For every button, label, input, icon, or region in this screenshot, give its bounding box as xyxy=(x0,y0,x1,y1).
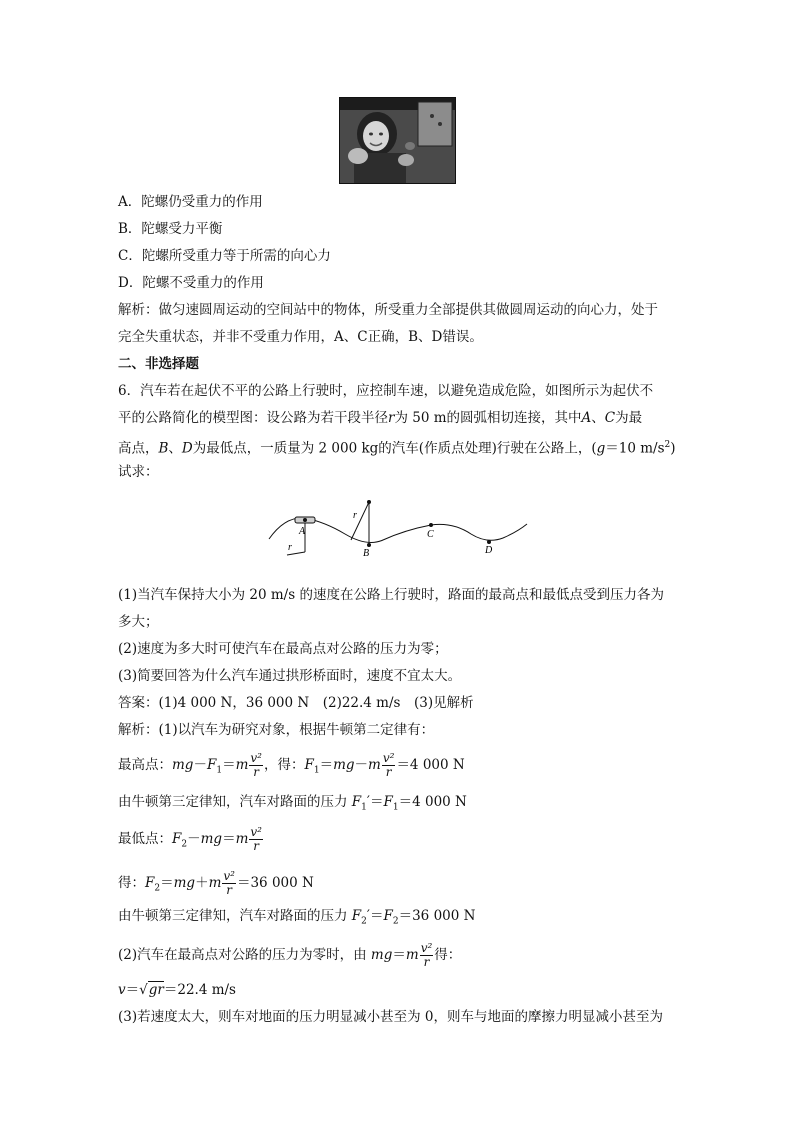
road-diagram xyxy=(265,492,530,562)
var: m xyxy=(405,947,419,963)
point-C xyxy=(429,523,433,527)
text: 、 xyxy=(168,440,182,457)
answer-line: 答案：(1)4 000 N，36 000 N (2)22.4 m/s (3)见解析 xyxy=(118,695,474,711)
photo-astronaut-spinning-top xyxy=(339,97,456,184)
label-B: B xyxy=(363,548,370,559)
superscript: 2 xyxy=(664,440,671,450)
subscript: 2 xyxy=(154,883,161,894)
var: F xyxy=(383,794,393,810)
denominator: r xyxy=(385,765,392,779)
option-d: D．陀螺不受重力的作用 xyxy=(118,275,264,291)
solution-top-point xyxy=(118,752,465,781)
fraction xyxy=(382,752,396,779)
text: － xyxy=(354,757,369,773)
fraction xyxy=(249,826,263,853)
subscript: 2 xyxy=(181,839,188,850)
option-c: C．陀螺所受重力等于所需的向心力 xyxy=(118,248,331,264)
text: ′＝ xyxy=(366,908,384,924)
text: － xyxy=(187,831,201,847)
text: ＝36 000 N xyxy=(398,908,476,924)
subscript: 1 xyxy=(313,765,320,776)
denominator: r xyxy=(253,765,260,779)
text: ，得： xyxy=(263,757,305,773)
text: 由牛顿第三定律知，汽车对路面的压力 xyxy=(118,908,352,924)
analysis-line-1: 解析：做匀速圆周运动的空间站中的物体，所受重力全部提供其做圆周运动的向心力，处于 xyxy=(118,302,658,318)
denominator: r xyxy=(226,883,233,897)
label-C: C xyxy=(427,529,434,540)
text: 为最低点，一质量为 2 000 kg的汽车(作质点处理)行驶在公路上，( xyxy=(192,440,597,457)
solution-part-2 xyxy=(118,942,461,969)
solution-third-law-2 xyxy=(118,906,475,932)
text: 最低点： xyxy=(118,831,172,847)
subscript: 1 xyxy=(361,802,367,813)
text: ＝ xyxy=(222,757,236,773)
text: － xyxy=(193,757,207,773)
var-D: D xyxy=(181,440,193,457)
text: 由牛顿第三定律知，汽车对路面的压力 xyxy=(118,794,352,810)
subquestion-3: (3)简要回答为什么汽车通过拱形桥面时，速度不宜太大。 xyxy=(118,668,462,684)
text: 高点， xyxy=(118,440,159,457)
point-A xyxy=(303,518,307,522)
var: m xyxy=(208,875,222,891)
section-title: 二、非选择题 xyxy=(118,356,199,372)
text: ＝ xyxy=(222,831,236,847)
var: m xyxy=(235,831,249,847)
analysis-line-2: 完全失重状态，并非不受重力作用，A、C正确，B、D错误。 xyxy=(118,329,483,345)
var: mg xyxy=(172,757,194,773)
numerator: v² xyxy=(250,751,262,765)
radius-line-2b xyxy=(351,502,369,540)
var-r: r xyxy=(388,410,395,426)
text: ＝4 000 N xyxy=(396,757,465,773)
label-A: A xyxy=(299,526,306,537)
text: ＝ xyxy=(319,757,334,773)
var-C: C xyxy=(604,410,616,426)
var: m xyxy=(368,757,381,773)
var-B: B xyxy=(158,440,169,457)
text: 为最 xyxy=(615,410,643,426)
text: ) xyxy=(670,440,676,457)
subscript: 2 xyxy=(361,916,367,927)
var: F xyxy=(145,875,155,891)
subscript: 1 xyxy=(392,802,399,813)
fraction xyxy=(222,870,236,897)
solution-intro: 解析：(1)以汽车为研究对象，根据牛顿第二定律有： xyxy=(118,722,435,738)
var: F xyxy=(206,757,217,773)
text: ＝36 000 N xyxy=(236,875,314,891)
text: 得： xyxy=(434,947,462,963)
var: mg xyxy=(333,757,355,773)
var: F xyxy=(172,831,182,847)
point-D xyxy=(487,540,491,544)
question6-line-1: 6．汽车若在起伏不平的公路上行驶时，应控制车速，以避免造成危险，如图所示为起伏不 xyxy=(118,383,654,399)
label-r1: r xyxy=(288,542,292,553)
var: F xyxy=(383,908,393,924)
var: m xyxy=(235,757,249,773)
text: ＋ xyxy=(195,875,209,891)
numerator: v² xyxy=(382,751,395,765)
label-r2: r xyxy=(353,510,357,521)
text: 、 xyxy=(591,410,605,426)
label-D: D xyxy=(485,545,493,556)
subscript: 1 xyxy=(216,765,223,776)
text: ＝ xyxy=(392,947,406,963)
text: 为 50 m的圆弧相切连接，其中 xyxy=(394,410,582,426)
subquestion-2: (2)速度为多大时可使汽车在最高点对公路的压力为零； xyxy=(118,641,448,657)
solution-velocity xyxy=(118,980,236,1000)
solution-third-law-1 xyxy=(118,792,467,818)
option-a: A．陀螺仍受重力的作用 xyxy=(118,194,263,210)
question6-line-3 xyxy=(118,435,676,459)
option-b: B．陀螺受力平衡 xyxy=(118,221,223,237)
denominator: r xyxy=(253,839,260,853)
numerator: v² xyxy=(420,941,433,955)
fraction xyxy=(249,752,263,779)
var: F xyxy=(304,757,314,773)
numerator: v² xyxy=(250,825,262,839)
solution-bottom-point xyxy=(118,826,264,855)
question6-line-4: 试求： xyxy=(118,464,159,480)
denominator: r xyxy=(423,955,430,969)
fraction xyxy=(420,942,434,969)
text: (2)汽车在最高点对公路的压力为零时，由 xyxy=(118,947,371,963)
var: F xyxy=(351,908,362,924)
text: ＝ xyxy=(160,875,174,891)
solution-part-3: (3)若速度太大，则车对地面的压力明显减小甚至为 0，则车与地面的摩擦力明显减小甚至为 xyxy=(118,1009,664,1025)
var: mg xyxy=(173,875,196,891)
text: ＝√ xyxy=(125,982,148,998)
text: ＝22.4 m/s xyxy=(163,982,236,998)
var: v xyxy=(118,982,126,998)
text: 最高点： xyxy=(118,757,172,773)
text: 平的公路简化的模型图：设公路为若干段半径 xyxy=(118,410,388,426)
center-point xyxy=(367,500,371,504)
subscript: 2 xyxy=(392,916,399,927)
text: ＝10 m/s xyxy=(605,440,665,457)
point-B xyxy=(367,543,371,547)
subquestion-1-line-1: (1)当汽车保持大小为 20 m/s 的速度在公路上行驶时，路面的最高点和最低点受到压力各为 xyxy=(118,587,664,603)
solution-bottom-result xyxy=(118,870,314,899)
subquestion-1-line-2: 多大； xyxy=(118,614,159,630)
text: ′＝ xyxy=(366,794,384,810)
text: ＝4 000 N xyxy=(398,794,467,810)
var-A: A xyxy=(581,410,592,426)
var: mg xyxy=(370,947,393,963)
var: F xyxy=(351,794,362,810)
var-g: g xyxy=(596,440,606,457)
numerator: v² xyxy=(223,869,235,883)
question6-line-2 xyxy=(118,408,642,428)
sqrt-content: gr xyxy=(148,982,164,998)
text: 得： xyxy=(118,875,145,891)
var: mg xyxy=(200,831,223,847)
